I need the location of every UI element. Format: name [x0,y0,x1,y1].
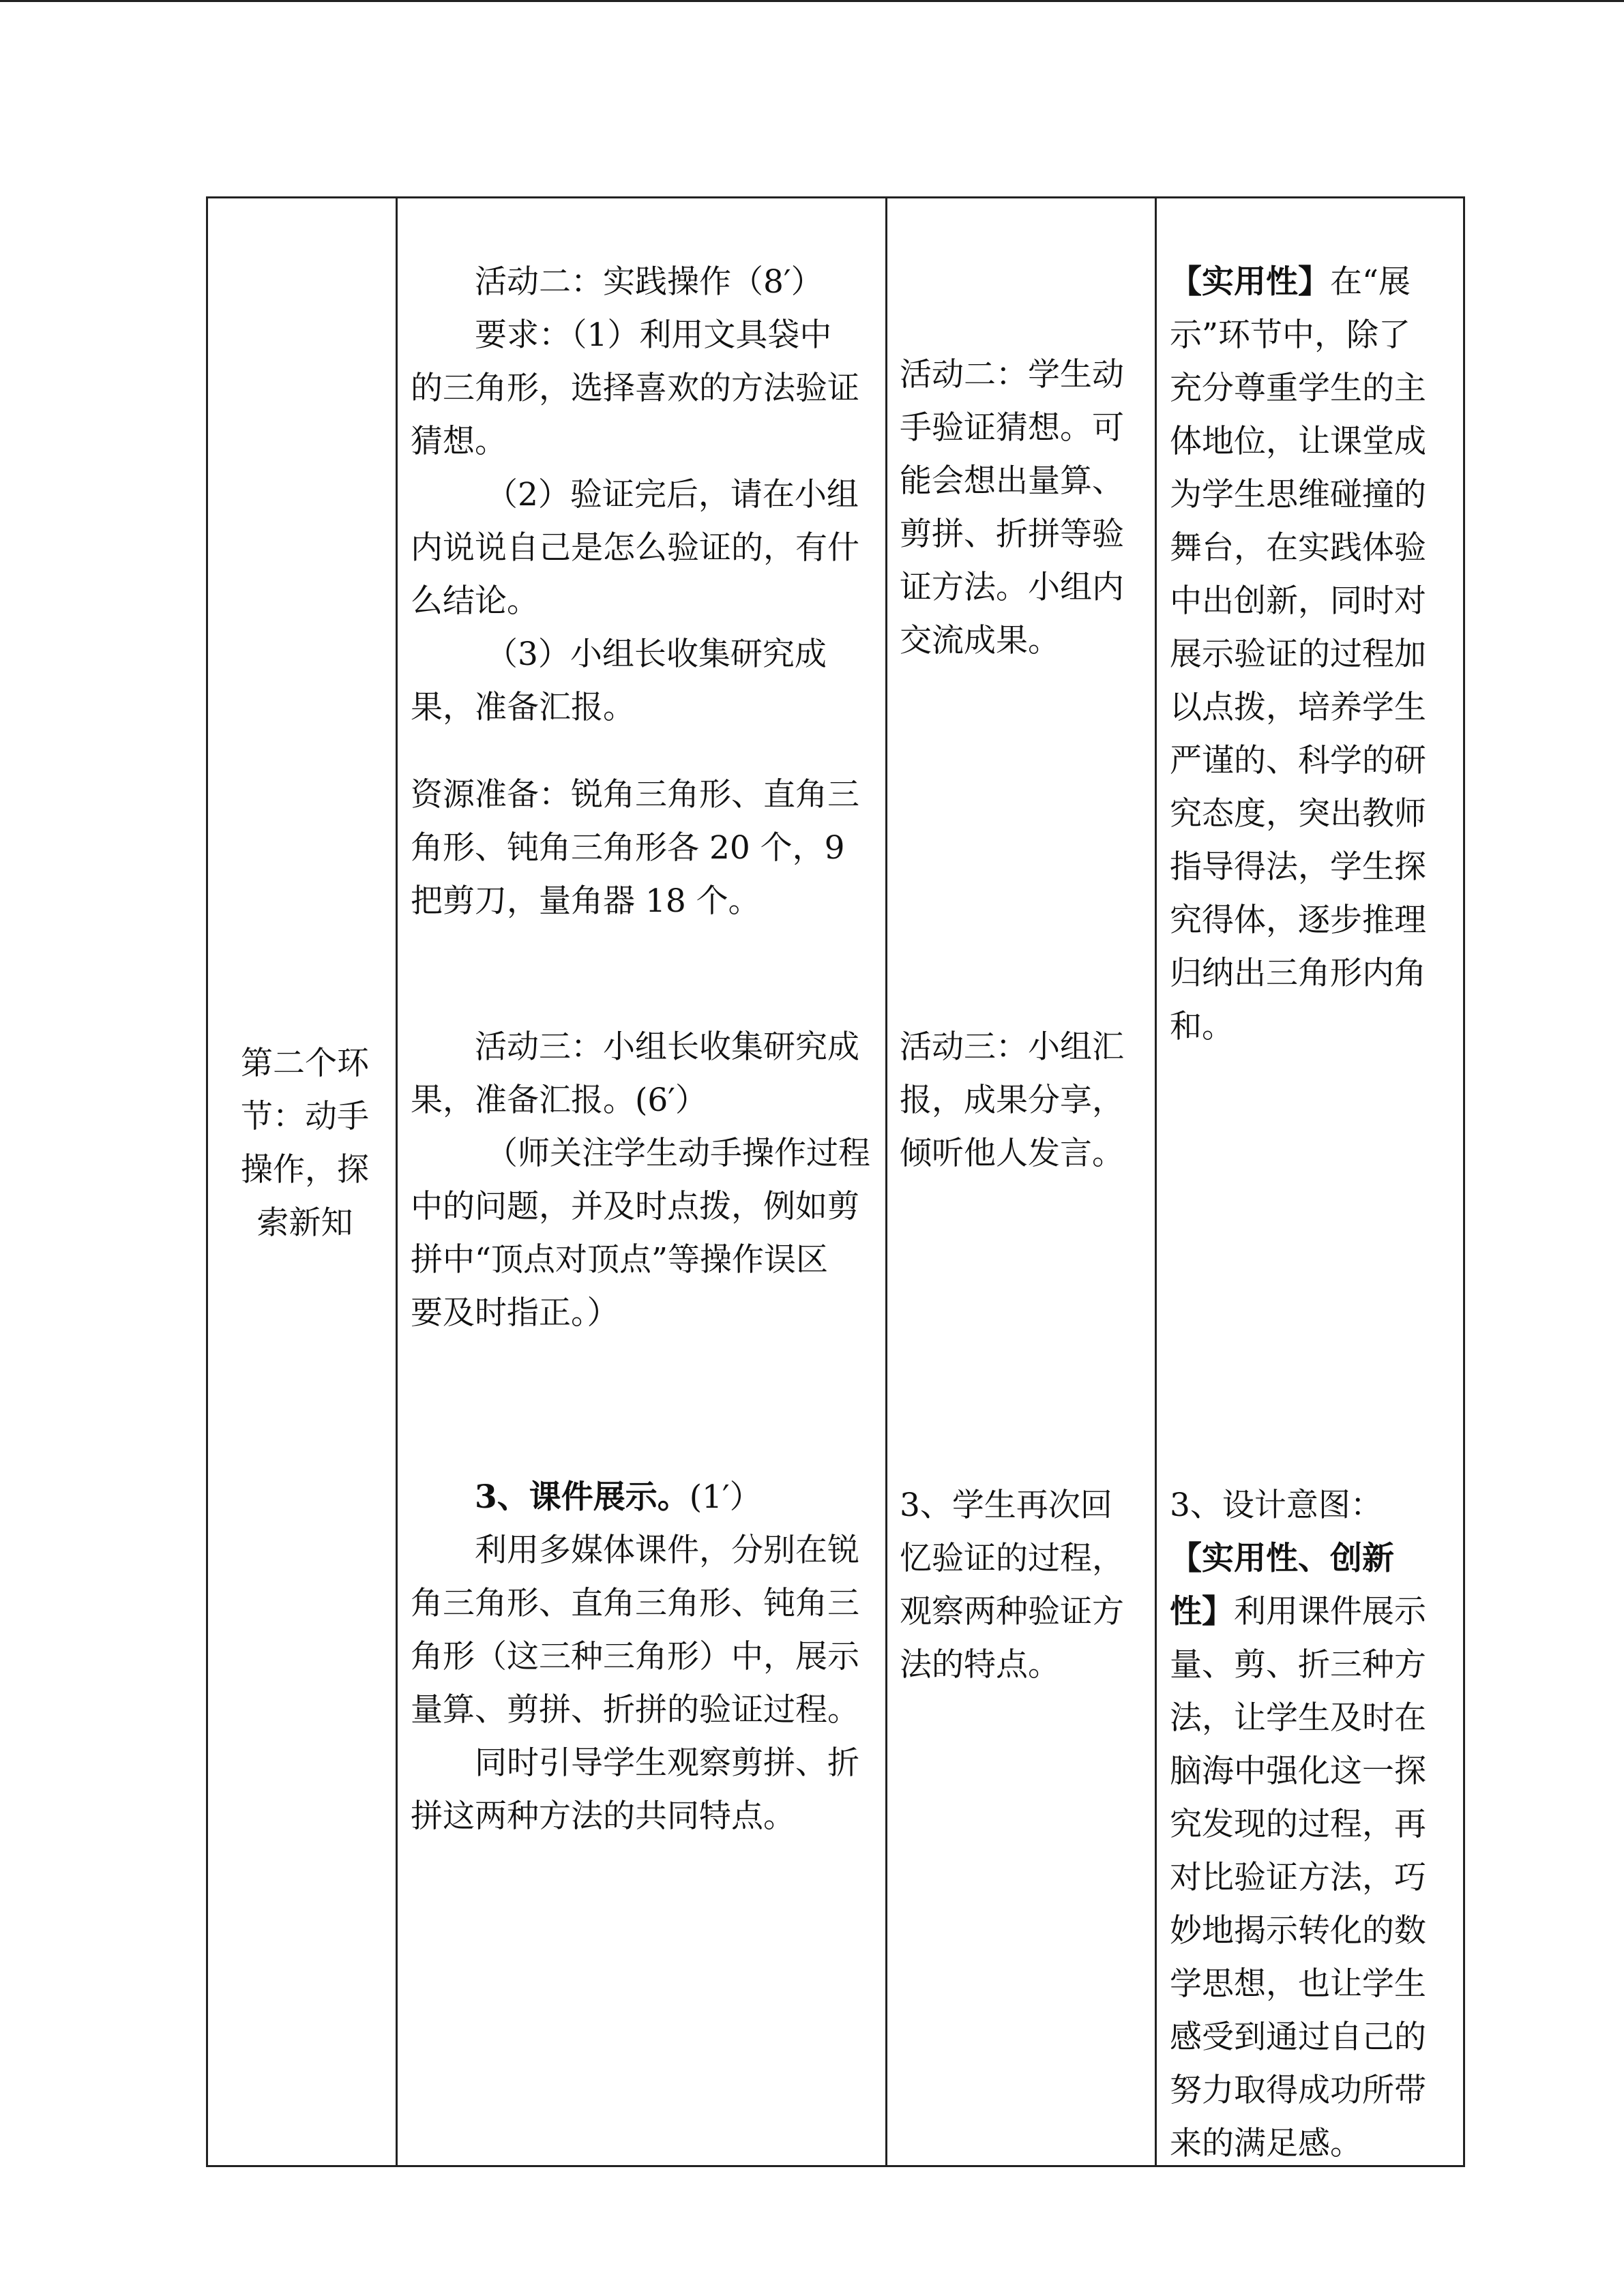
activity2-line: 的三角形，选择喜欢的方法验证 [411,370,859,407]
student-line: 报，成果分享， [900,1082,1124,1119]
student-line: 证方法。小组内 [900,569,1124,606]
intent-line: 脑海中强化这一探 [1170,1753,1426,1790]
student-line: 忆验证的过程， [900,1540,1124,1577]
student-line: 法的特点。 [900,1646,1060,1684]
activity3-line: （师关注学生动手操作过程 [486,1135,870,1172]
intent-line [1170,256,1426,309]
student-line: 倾听他人发言。 [900,1135,1124,1172]
student-courseware-cell [900,1479,1124,1692]
intent-line: 体地位，让课堂成 [1170,423,1426,460]
student-line: 3、学生再次回 [900,1487,1112,1524]
activity2-line: 要求：（1）利用文具袋中 [475,316,832,354]
intent-line: 对比验证方法，巧 [1170,1859,1426,1896]
activity2-cell [411,256,859,734]
intent-line: 学思想，也让学生 [1170,1965,1426,2003]
courseware-line: 利用多媒体课件，分别在锐 [475,1532,859,1569]
intent-line: 以点拨，培养学生 [1170,689,1426,726]
intent-line: 示”环节中，除了 [1170,316,1411,354]
intent-heading: 3、设计意图： [1170,1487,1383,1524]
courseware-line: 拼这两种方法的共同特点。 [411,1798,795,1835]
student-line: 观察两种验证方 [900,1593,1124,1630]
activity2-line: 果，准备汇报。 [411,689,635,726]
lesson-plan-table [206,196,1465,2167]
courseware-line: 角形（这三种三角形）中，展示 [411,1638,859,1675]
column-divider [1155,198,1157,2165]
activity3-line: 中的问题，并及时点拨，例如剪 [411,1188,859,1225]
intent-line: 量、剪、折三种方 [1170,1646,1426,1684]
student-activity2-cell [900,348,1124,668]
intent-line: 法，让学生及时在 [1170,1699,1426,1737]
intent-line: 展示验证的过程加 [1170,636,1426,673]
intent-line: 究发现的过程，再 [1170,1806,1426,1843]
intent-line: 为学生思维碰撞的 [1170,476,1426,513]
intent-line: 充分尊重学生的主 [1170,370,1426,407]
activity2-line: 猜想。 [411,423,507,460]
activity2-line: （2）验证完后，请在小组 [486,476,859,513]
intent-line: 努力取得成功所带 [1170,2072,1426,2109]
stage-line: 第二个环 [241,1045,369,1082]
resources-cell [411,769,859,928]
intent-line: 中出创新，同时对 [1170,582,1426,620]
intent-line: 舞台，在实践体验 [1170,529,1426,567]
student-line: 活动二：学生动 [900,356,1124,393]
intent-line: 严谨的、科学的研 [1170,742,1426,779]
column-divider [885,198,887,2165]
intent-line: 和。 [1170,1008,1234,1045]
activity3-line: 拼中“顶点对顶点”等操作误区 [411,1241,829,1279]
intent-text: 在“展 [1330,263,1411,301]
activity3-line: 要及时指正。） [411,1294,619,1332]
activity2-line: （3）小组长收集研究成 [486,636,827,673]
intent-line: 归纳出三角形内角 [1170,955,1426,992]
intent-keyword: 【实用性】 [1170,263,1330,301]
courseware-title: 3、课件展示。 [475,1478,690,1516]
courseware-title-line [411,1471,859,1524]
intent-line [1170,1585,1426,1639]
stage-line: 节：动手 [241,1098,369,1135]
intent-keyword: 性】 [1170,1593,1234,1630]
courseware-line: 同时引导学生观察剪拼、折 [475,1744,859,1782]
resources-line: 角形、钝角三角形各 20 个，9 [411,829,845,867]
intent-keyword: 【实用性、创新 [1170,1540,1394,1577]
student-line: 手验证猜想。可 [900,409,1124,447]
intent-line: 指导得法，学生探 [1170,848,1426,886]
activity3-cell [411,1021,870,1340]
courseware-line: 量算、剪拼、折拼的验证过程。 [411,1691,859,1729]
activity2-title: 活动二：实践操作（8′） [475,263,823,301]
intent-cell-1 [1170,256,1426,1054]
column-divider [396,198,398,2165]
page-top-rule [0,0,1624,2]
intent-text: 利用课件展示 [1234,1593,1426,1630]
stage-cell [237,1037,373,1250]
student-activity3-cell [900,1021,1124,1180]
activity2-line: 内说说自己是怎么验证的，有什 [411,529,859,567]
resources-line: 资源准备：锐角三角形、直角三 [411,776,859,814]
intent-line: 感受到通过自己的 [1170,2018,1426,2056]
intent-cell-2 [1170,1479,1426,2171]
courseware-time: (1′） [689,1478,762,1516]
student-line: 剪拼、折拼等验 [900,516,1124,553]
courseware-line: 角三角形、直角三角形、钝角三 [411,1585,859,1622]
intent-line: 妙地揭示转化的数 [1170,1912,1426,1950]
student-line: 能会想出量算、 [900,462,1124,500]
resources-line: 把剪刀，量角器 18 个。 [411,882,761,920]
student-line: 活动三：小组汇 [900,1028,1124,1066]
activity3-line: 活动三：小组长收集研究成 [475,1028,859,1066]
intent-line: 究态度，突出教师 [1170,795,1426,833]
intent-line: 究得体，逐步推理 [1170,901,1426,939]
stage-line: 索新知 [256,1204,353,1242]
activity2-line: 么结论。 [411,582,539,620]
stage-line: 操作，探 [241,1151,369,1189]
activity3-line: 果，准备汇报。(6′） [411,1082,707,1119]
student-line: 交流成果。 [900,622,1060,659]
intent-line: 来的满足感。 [1170,2125,1362,2162]
courseware-cell [411,1471,859,1843]
